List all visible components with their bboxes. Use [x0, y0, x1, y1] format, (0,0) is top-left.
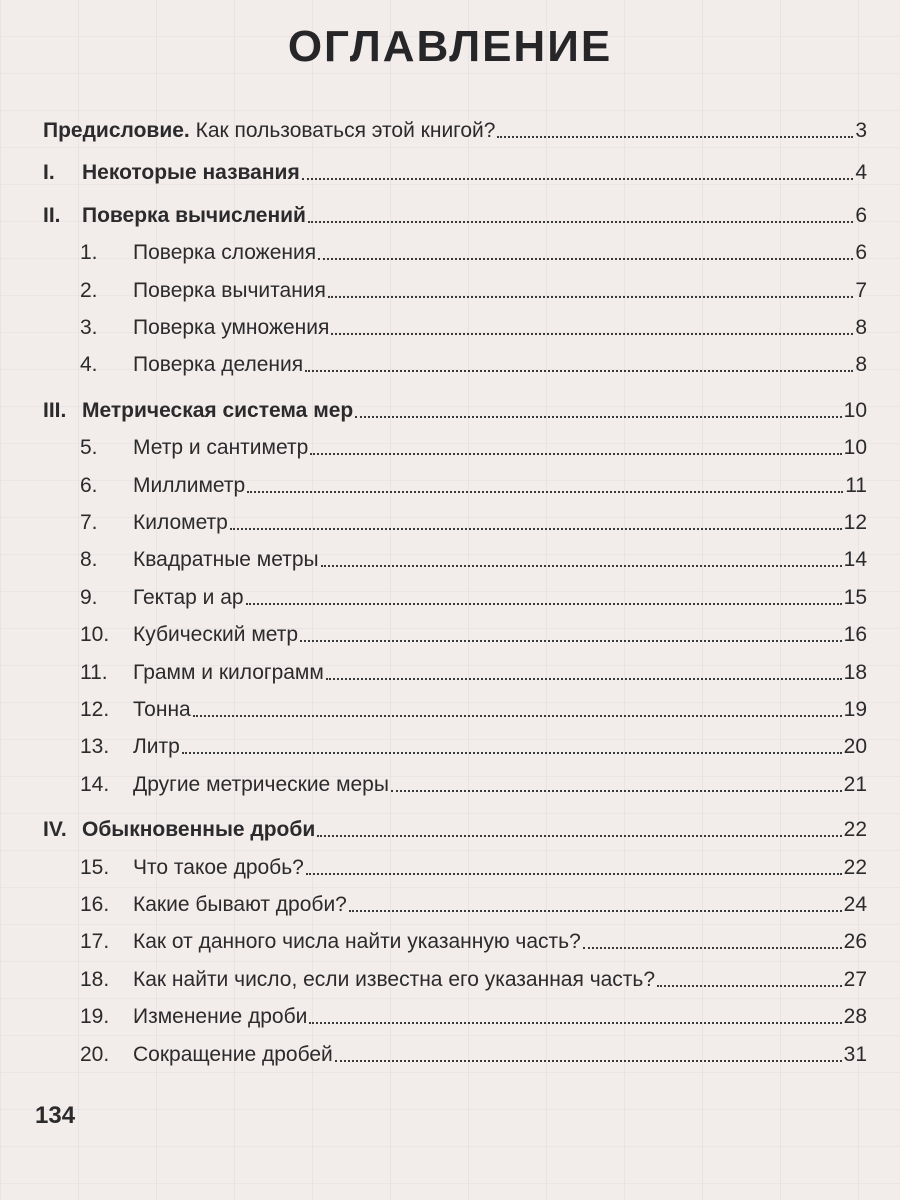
page-number: 15: [843, 586, 867, 609]
page-title: ОГЛАВЛЕНИЕ: [287, 22, 613, 71]
entry-number: 4.: [80, 353, 98, 376]
toc-section-entry[interactable]: [43, 390, 867, 426]
entry-number: 17.: [80, 930, 110, 953]
section-numeral: II.: [43, 204, 61, 227]
page-number: 6: [855, 241, 867, 264]
entry-title: Гектар и ар: [133, 586, 244, 609]
dot-leader: [193, 715, 842, 717]
entry-number: 10.: [80, 623, 110, 646]
toc-entry[interactable]: [80, 344, 867, 380]
toc-entry[interactable]: [80, 614, 867, 650]
dot-leader: [657, 985, 842, 987]
entry-number: 13.: [80, 735, 110, 758]
entry-title: Километр: [133, 511, 228, 534]
entry-number: 6.: [80, 474, 98, 497]
toc-entry[interactable]: [80, 502, 867, 538]
toc-section-entry[interactable]: [43, 195, 867, 231]
entry-title: Поверка умножения: [133, 316, 330, 339]
entry-number: 14.: [80, 773, 110, 796]
page-number: 28: [843, 1005, 867, 1028]
page-number: 6: [855, 204, 867, 227]
page-number: 27: [843, 968, 867, 991]
toc-entry[interactable]: [80, 764, 867, 800]
entry-title: Квадратные метры: [133, 548, 319, 571]
dot-leader: [247, 491, 843, 493]
page-number: 12: [843, 511, 867, 534]
page-number: 3: [855, 119, 867, 142]
folio-page-number: 134: [35, 1102, 76, 1129]
section-title: Обыкновенные дроби: [82, 818, 316, 841]
entry-title: Литр: [133, 735, 180, 758]
dot-leader: [308, 221, 853, 223]
entry-title: Поверка вычитания: [133, 279, 326, 302]
dot-leader: [497, 136, 853, 138]
dot-leader: [317, 835, 841, 837]
toc-section-entry[interactable]: [43, 809, 867, 845]
dot-leader: [335, 1060, 842, 1062]
toc-entry[interactable]: [80, 726, 867, 762]
entry-number: 19.: [80, 1005, 110, 1028]
entry-number: 1.: [80, 241, 98, 264]
toc-entry[interactable]: [80, 232, 867, 268]
page-number: 24: [843, 893, 867, 916]
toc-section-entry[interactable]: [43, 152, 867, 188]
entry-number: 2.: [80, 279, 98, 302]
dot-leader: [355, 416, 841, 418]
page-number: 11: [845, 474, 867, 497]
entry-title: Как найти число, если известна его указанная часть?: [133, 968, 656, 991]
entry-title: Миллиметр: [133, 474, 246, 497]
page-number: 22: [843, 818, 867, 841]
section-title: Метрическая система мер: [82, 399, 354, 422]
entry-number: 20.: [80, 1043, 110, 1066]
entry-title: Что такое дробь?: [133, 856, 304, 879]
page-number: 4: [855, 161, 867, 184]
page-number: 20: [843, 735, 867, 758]
entry-title: Изменение дроби: [133, 1005, 308, 1028]
dot-leader: [300, 640, 842, 642]
entry-title: Тонна: [133, 698, 191, 721]
dot-leader: [331, 333, 853, 335]
entry-number: 5.: [80, 436, 98, 459]
page-number: 7: [855, 279, 867, 302]
toc-entry[interactable]: [80, 996, 867, 1032]
toc-entry[interactable]: [80, 307, 867, 343]
dot-leader: [583, 947, 842, 949]
section-numeral: III.: [43, 399, 67, 422]
dot-leader: [318, 258, 853, 260]
page-number: 8: [855, 316, 867, 339]
toc-entry[interactable]: [80, 539, 867, 575]
preface-label-bold: Предисловие.: [43, 119, 190, 142]
toc-entry[interactable]: [80, 270, 867, 306]
page-number: 14: [843, 548, 867, 571]
section-numeral: IV.: [43, 818, 67, 841]
entry-title: Кубический метр: [133, 623, 299, 646]
dot-leader: [182, 752, 842, 754]
dot-leader: [309, 1022, 841, 1024]
dot-leader: [246, 603, 842, 605]
entry-number: 12.: [80, 698, 110, 721]
toc-entry[interactable]: [80, 884, 867, 920]
entry-number: 8.: [80, 548, 98, 571]
dot-leader: [305, 370, 853, 372]
entry-number: 7.: [80, 511, 98, 534]
section-title: Некоторые названия: [82, 161, 300, 184]
toc-entry[interactable]: [80, 465, 867, 501]
page-number: 21: [843, 773, 867, 796]
page-number: 10: [843, 399, 867, 422]
entry-number: 16.: [80, 893, 110, 916]
entry-number: 11.: [80, 661, 108, 684]
page-number: 26: [843, 930, 867, 953]
dot-leader: [391, 790, 842, 792]
dot-leader: [326, 678, 842, 680]
entry-title: Грамм и килограмм: [133, 661, 324, 684]
page-number: 22: [843, 856, 867, 879]
entry-title: Поверка сложения: [133, 241, 317, 264]
dot-leader: [321, 565, 842, 567]
toc-entry[interactable]: [80, 959, 867, 995]
entry-title: Метр и сантиметр: [133, 436, 309, 459]
dot-leader: [230, 528, 842, 530]
page-number: 16: [843, 623, 867, 646]
entry-title: Как от данного числа найти указанную часть?: [133, 930, 581, 953]
page-number: 31: [843, 1043, 867, 1066]
dot-leader: [310, 453, 841, 455]
toc-entry[interactable]: [80, 1034, 867, 1070]
toc-entry[interactable]: [80, 427, 867, 463]
dot-leader: [306, 873, 842, 875]
section-numeral: I.: [43, 161, 55, 184]
entry-title: Другие метрические меры: [133, 773, 389, 796]
toc-entry[interactable]: [80, 847, 867, 883]
page-number: 8: [855, 353, 867, 376]
entry-number: 3.: [80, 316, 98, 339]
toc-entry[interactable]: [80, 577, 867, 613]
entry-number: 15.: [80, 856, 110, 879]
page-number: 19: [843, 698, 867, 721]
entry-title: Сокращение дробей: [133, 1043, 333, 1066]
toc-entry[interactable]: [80, 921, 867, 957]
toc-entry[interactable]: [80, 689, 867, 725]
preface-label: Как пользоваться этой книгой?: [189, 119, 496, 142]
toc-entry[interactable]: [80, 652, 867, 688]
entry-number: 9.: [80, 586, 98, 609]
toc-entry-preface[interactable]: [43, 110, 867, 146]
section-title: Поверка вычислений: [82, 204, 306, 227]
dot-leader: [349, 910, 842, 912]
entry-number: 18.: [80, 968, 110, 991]
entry-title: Поверка деления: [133, 353, 304, 376]
page-number: 10: [843, 436, 867, 459]
dot-leader: [328, 296, 853, 298]
page-number: 18: [843, 661, 867, 684]
dot-leader: [302, 178, 854, 180]
entry-title: Какие бывают дроби?: [133, 893, 347, 916]
